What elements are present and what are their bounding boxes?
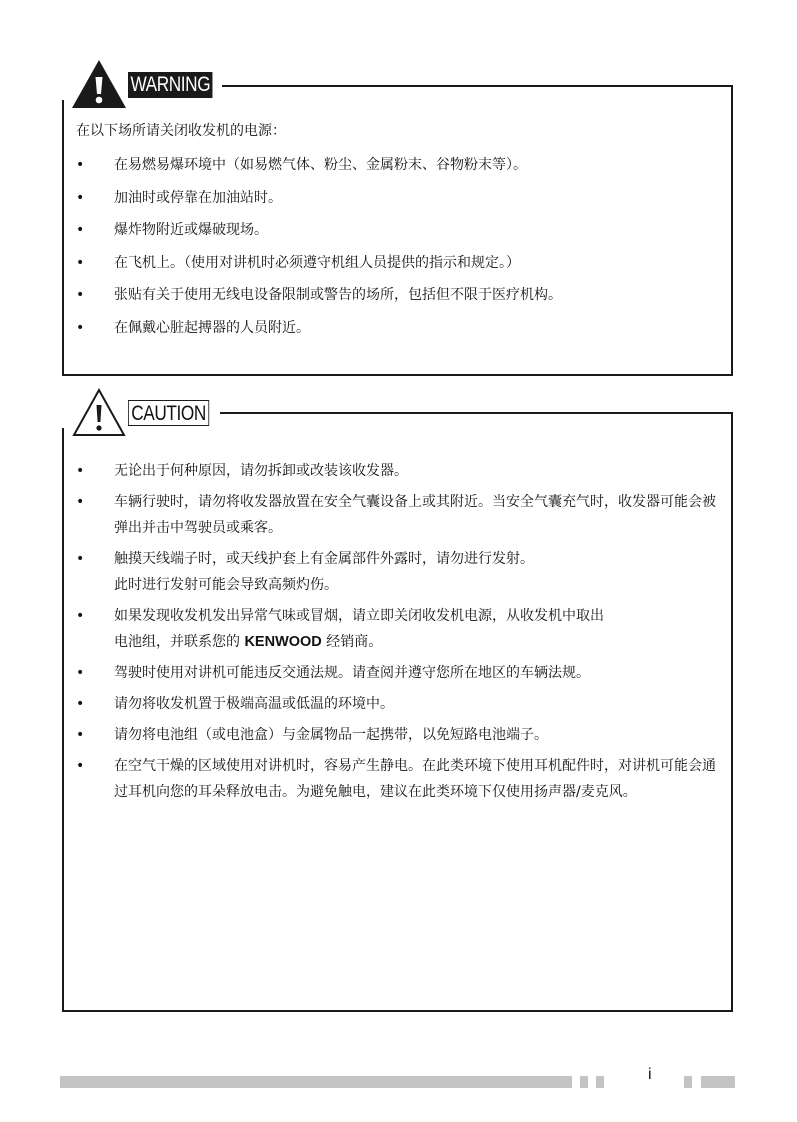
caution-label: CAUTION xyxy=(128,400,209,426)
footer-bar xyxy=(60,1076,572,1088)
list-item: • 在佩戴心脏起搏器的人员附近。 xyxy=(76,315,726,341)
warning-label: WARNING xyxy=(128,72,213,98)
brand-name: KENWOOD xyxy=(244,634,322,650)
list-item: • 加油时或停靠在加油站时。 xyxy=(76,185,726,211)
list-item: • 爆炸物附近或爆破现场。 xyxy=(76,217,726,243)
warning-list xyxy=(76,152,726,347)
list-item: • 请勿将收发机置于极端高温或低温的环境中。 xyxy=(76,691,726,717)
footer-bar xyxy=(701,1076,735,1088)
caution-triangle-icon xyxy=(72,388,126,436)
list-item: • 张贴有关于使用无线电设备限制或警告的场所，包括但不限于医疗机构。 xyxy=(76,282,726,308)
bullet: • xyxy=(76,665,85,681)
list-item: • 触摸天线端子时，或天线护套上有金属部件外露时，请勿进行发射。 此时进行发射可能会导致高频灼伤。 xyxy=(76,546,726,598)
bullet: • xyxy=(76,222,85,238)
bullet: • xyxy=(76,608,85,624)
list-item: • 在易燃易爆环境中（如易燃气体、粉尘、金属粉末、谷物粉末等）。 xyxy=(76,152,726,178)
bullet: • xyxy=(76,189,85,206)
footer-block xyxy=(596,1076,604,1088)
bullet: • xyxy=(76,494,85,510)
bullet: • xyxy=(76,157,85,173)
list-item: • 在飞机上。（使用对讲机时必须遵守机组人员提供的指示和规定。） xyxy=(76,250,726,276)
bullet: • xyxy=(76,254,85,271)
bullet: • xyxy=(76,463,85,479)
list-item: • 在空气干燥的区域使用对讲机时，容易产生静电。在此类环境下使用耳机配件时，对讲机可能会通过耳机向您的耳朵释放电击。为避免触电，建议在此类环境下仅使用扬声器/麦克风。 xyxy=(76,753,726,805)
bullet: • xyxy=(76,758,85,774)
warning-triangle-icon xyxy=(72,60,126,108)
caution-list xyxy=(76,458,726,810)
bullet: • xyxy=(76,287,85,303)
list-item: • 请勿将电池组（或电池盒）与金属物品一起携带，以免短路电池端子。 xyxy=(76,722,726,748)
list-item: • 如果发现收发机发出异常气味或冒烟，请立即关闭收发机电源，从收发机中取出 电池组，并联系您的 KENWOOD 经销商。 xyxy=(76,603,726,655)
page-number: i xyxy=(648,1066,652,1083)
list-item: • 车辆行驶时，请勿将收发器放置在安全气囊设备上或其附近。当安全气囊充气时，收发器可能会被弹出并击中驾驶员或乘客。 xyxy=(76,489,726,541)
bullet: • xyxy=(76,319,85,336)
warning-header xyxy=(60,60,222,100)
warning-intro: 在以下场所请关闭收发机的电源： xyxy=(76,123,286,139)
list-item: • 无论出于何种原因，请勿拆卸或改装该收发器。 xyxy=(76,458,726,484)
footer-block xyxy=(684,1076,692,1088)
footer-block xyxy=(580,1076,588,1088)
list-item: • 驾驶时使用对讲机可能违反交通法规。请查阅并遵守您所在地区的车辆法规。 xyxy=(76,660,726,686)
bullet: • xyxy=(76,696,85,712)
caution-header xyxy=(60,388,220,428)
bullet: • xyxy=(76,551,85,567)
bullet: • xyxy=(76,727,85,743)
